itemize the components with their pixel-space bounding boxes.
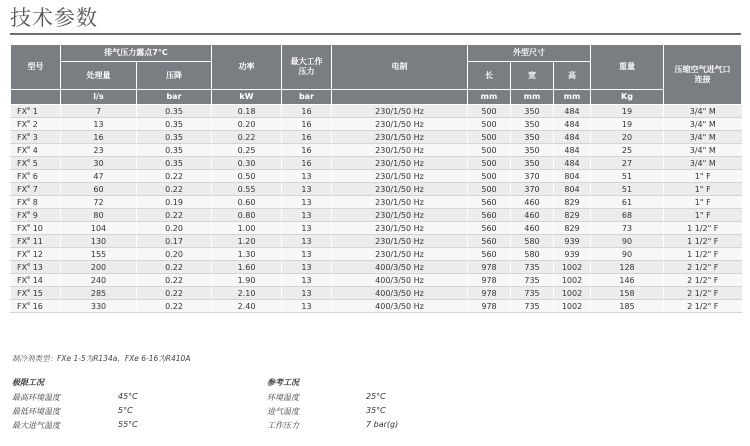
table-row: [11, 183, 742, 196]
model-superscript: e: [27, 157, 31, 164]
reference-value: 7 bar(g): [366, 420, 399, 429]
model-cell: [11, 248, 61, 261]
power-cell: 0.20: [212, 118, 282, 131]
header-flow: 处理量: [61, 62, 137, 90]
electrical-cell: 230/1/50 Hz: [332, 144, 468, 157]
flow-cell: 80: [61, 209, 137, 222]
flow-cell: 200: [61, 261, 137, 274]
power-cell: 1.90: [212, 274, 282, 287]
max-pressure-cell: 13: [282, 222, 332, 235]
max-pressure-cell: 16: [282, 131, 332, 144]
connection-cell: 1 1/2" F: [664, 248, 742, 261]
pressure-drop-cell: 0.35: [137, 131, 212, 144]
model-cell: [11, 157, 61, 170]
power-cell: 1.60: [212, 261, 282, 274]
max-pressure-cell: 16: [282, 157, 332, 170]
table-row: [11, 170, 742, 183]
length-cell: 500: [468, 170, 511, 183]
model-prefix: FX: [17, 262, 28, 272]
flow-cell: 47: [61, 170, 137, 183]
unit-model-blank: [11, 90, 61, 105]
length-cell: 978: [468, 261, 511, 274]
model-number: 10: [32, 223, 43, 233]
power-cell: 2.10: [212, 287, 282, 300]
electrical-cell: 230/1/50 Hz: [332, 235, 468, 248]
weight-cell: 19: [591, 118, 664, 131]
model-prefix: FX: [17, 223, 28, 233]
table-row: [11, 131, 742, 144]
model-number: 14: [32, 275, 43, 285]
length-cell: 500: [468, 105, 511, 118]
flow-cell: 240: [61, 274, 137, 287]
title-divider: [10, 33, 741, 35]
model-prefix: FX: [17, 184, 28, 194]
connection-cell: 1 1/2" F: [664, 222, 742, 235]
model-cell: [11, 144, 61, 157]
header-pressure-drop: 压降: [137, 62, 212, 90]
height-cell: 939: [554, 235, 591, 248]
model-superscript: e: [27, 248, 31, 255]
model-number: 5: [32, 158, 38, 168]
height-cell: 1002: [554, 287, 591, 300]
pressure-drop-cell: 0.22: [137, 300, 212, 313]
electrical-cell: 400/3/50 Hz: [332, 261, 468, 274]
table-row: [11, 287, 742, 300]
table-row: [11, 235, 742, 248]
model-prefix: FX: [17, 249, 28, 259]
flow-cell: 16: [61, 131, 137, 144]
width-cell: 580: [511, 235, 554, 248]
width-cell: 460: [511, 222, 554, 235]
model-number: 9: [32, 210, 38, 220]
width-cell: 735: [511, 287, 554, 300]
model-number: 3: [32, 132, 38, 142]
reference-label: 环境温度: [267, 393, 299, 402]
weight-cell: 90: [591, 248, 664, 261]
header-length: 长: [468, 62, 511, 90]
flow-cell: 285: [61, 287, 137, 300]
max-pressure-cell: 16: [282, 118, 332, 131]
length-cell: 560: [468, 222, 511, 235]
model-number: 4: [32, 145, 38, 155]
flow-cell: 104: [61, 222, 137, 235]
limit-label: 最低环境温度: [12, 407, 60, 416]
connection-cell: 3/4" M: [664, 157, 742, 170]
model-superscript: e: [27, 196, 31, 203]
electrical-cell: 230/1/50 Hz: [332, 196, 468, 209]
width-cell: 460: [511, 209, 554, 222]
model-superscript: e: [27, 274, 31, 281]
reference-value: 35°C: [366, 406, 386, 415]
connection-cell: 1" F: [664, 196, 742, 209]
width-cell: 580: [511, 248, 554, 261]
table-row: [11, 105, 742, 118]
connection-cell: 3/4" M: [664, 144, 742, 157]
connection-cell: 3/4" M: [664, 105, 742, 118]
connection-cell: 1" F: [664, 183, 742, 196]
flow-cell: 7: [61, 105, 137, 118]
model-cell: [11, 183, 61, 196]
weight-cell: 51: [591, 183, 664, 196]
limit-value: 5°C: [118, 406, 133, 415]
model-number: 12: [32, 249, 43, 259]
width-cell: 350: [511, 144, 554, 157]
flow-cell: 155: [61, 248, 137, 261]
model-prefix: FX: [17, 275, 28, 285]
reference-value: 25°C: [366, 392, 386, 401]
pressure-drop-cell: 0.20: [137, 222, 212, 235]
height-cell: 1002: [554, 261, 591, 274]
pressure-drop-cell: 0.22: [137, 183, 212, 196]
table-row: [11, 144, 742, 157]
max-pressure-cell: 13: [282, 300, 332, 313]
unit-length: mm: [468, 90, 511, 105]
length-cell: 560: [468, 235, 511, 248]
weight-cell: 51: [591, 170, 664, 183]
height-cell: 484: [554, 157, 591, 170]
model-superscript: e: [27, 170, 31, 177]
model-cell: [11, 209, 61, 222]
model-cell: [11, 222, 61, 235]
pressure-drop-cell: 0.35: [137, 157, 212, 170]
header-electrical: 电制: [332, 45, 468, 90]
unit-width: mm: [511, 90, 554, 105]
table-row: [11, 222, 742, 235]
length-cell: 560: [468, 196, 511, 209]
unit-weight: Kg: [591, 90, 664, 105]
power-cell: 0.25: [212, 144, 282, 157]
model-number: 13: [32, 262, 43, 272]
height-cell: 484: [554, 144, 591, 157]
model-prefix: FX: [17, 171, 28, 181]
power-cell: 0.30: [212, 157, 282, 170]
height-cell: 829: [554, 222, 591, 235]
pressure-drop-cell: 0.20: [137, 248, 212, 261]
refrigerant-note: 制冷剂类型：FXe 1-5为R134a，FXe 6-16为R410A: [12, 354, 191, 363]
height-cell: 939: [554, 248, 591, 261]
table-row: [11, 196, 742, 209]
weight-cell: 27: [591, 157, 664, 170]
table-row: [11, 118, 742, 131]
weight-cell: 146: [591, 274, 664, 287]
width-cell: 350: [511, 157, 554, 170]
model-prefix: FX: [17, 197, 28, 207]
height-cell: 1002: [554, 274, 591, 287]
max-pressure-cell: 13: [282, 274, 332, 287]
model-cell: [11, 105, 61, 118]
limit-label: 最大进气温度: [12, 421, 60, 430]
electrical-cell: 230/1/50 Hz: [332, 118, 468, 131]
weight-cell: 128: [591, 261, 664, 274]
width-cell: 735: [511, 274, 554, 287]
height-cell: 484: [554, 118, 591, 131]
weight-cell: 61: [591, 196, 664, 209]
model-cell: [11, 300, 61, 313]
height-cell: 804: [554, 183, 591, 196]
electrical-cell: 230/1/50 Hz: [332, 209, 468, 222]
weight-cell: 185: [591, 300, 664, 313]
width-cell: 735: [511, 300, 554, 313]
model-prefix: FX: [17, 236, 28, 246]
limit-label: 最高环境温度: [12, 393, 60, 402]
connection-cell: 3/4" M: [664, 118, 742, 131]
power-cell: 1.00: [212, 222, 282, 235]
header-width: 宽: [511, 62, 554, 90]
model-prefix: FX: [17, 210, 28, 220]
power-cell: 1.30: [212, 248, 282, 261]
model-superscript: e: [27, 131, 31, 138]
width-cell: 350: [511, 118, 554, 131]
length-cell: 500: [468, 144, 511, 157]
model-prefix: FX: [17, 119, 28, 129]
flow-cell: 30: [61, 157, 137, 170]
flow-cell: 23: [61, 144, 137, 157]
model-number: 8: [32, 197, 38, 207]
pressure-drop-cell: 0.19: [137, 196, 212, 209]
electrical-cell: 230/1/50 Hz: [332, 248, 468, 261]
height-cell: 484: [554, 105, 591, 118]
pressure-drop-cell: 0.22: [137, 261, 212, 274]
model-cell: [11, 170, 61, 183]
flow-cell: 60: [61, 183, 137, 196]
unit-power: kW: [212, 90, 282, 105]
model-cell: [11, 131, 61, 144]
length-cell: 500: [468, 118, 511, 131]
pressure-drop-cell: 0.35: [137, 118, 212, 131]
max-pressure-cell: 13: [282, 287, 332, 300]
electrical-cell: 230/1/50 Hz: [332, 105, 468, 118]
weight-cell: 73: [591, 222, 664, 235]
model-prefix: FX: [17, 158, 28, 168]
reference-conditions-title: 参考工况: [267, 378, 299, 387]
width-cell: 370: [511, 183, 554, 196]
table-row: [11, 261, 742, 274]
model-cell: [11, 196, 61, 209]
max-pressure-cell: 13: [282, 235, 332, 248]
height-cell: 804: [554, 170, 591, 183]
model-superscript: e: [27, 105, 31, 112]
height-cell: 829: [554, 196, 591, 209]
flow-cell: 72: [61, 196, 137, 209]
electrical-cell: 230/1/50 Hz: [332, 131, 468, 144]
electrical-cell: 230/1/50 Hz: [332, 183, 468, 196]
length-cell: 978: [468, 300, 511, 313]
weight-cell: 25: [591, 144, 664, 157]
connection-cell: 2 1/2" F: [664, 300, 742, 313]
length-cell: 978: [468, 274, 511, 287]
weight-cell: 158: [591, 287, 664, 300]
unit-flow: l/s: [61, 90, 137, 105]
table-row: [11, 157, 742, 170]
model-cell: [11, 235, 61, 248]
header-height: 高: [554, 62, 591, 90]
unit-electrical-blank: [332, 90, 468, 105]
pressure-drop-cell: 0.22: [137, 287, 212, 300]
model-cell: [11, 287, 61, 300]
max-pressure-cell: 13: [282, 183, 332, 196]
model-number: 1: [32, 106, 38, 116]
pressure-drop-cell: 0.22: [137, 274, 212, 287]
weight-cell: 68: [591, 209, 664, 222]
table-row: [11, 209, 742, 222]
table-row: [11, 248, 742, 261]
pressure-drop-cell: 0.22: [137, 209, 212, 222]
power-cell: 0.18: [212, 105, 282, 118]
electrical-cell: 230/1/50 Hz: [332, 222, 468, 235]
max-pressure-cell: 13: [282, 261, 332, 274]
table-row: [11, 274, 742, 287]
length-cell: 978: [468, 287, 511, 300]
model-superscript: e: [27, 287, 31, 294]
model-number: 6: [32, 171, 38, 181]
model-superscript: e: [27, 183, 31, 190]
model-superscript: e: [27, 235, 31, 242]
table-row: [11, 300, 742, 313]
model-prefix: FX: [17, 301, 28, 311]
power-cell: 1.20: [212, 235, 282, 248]
model-prefix: FX: [17, 106, 28, 116]
model-prefix: FX: [17, 132, 28, 142]
max-pressure-cell: 13: [282, 209, 332, 222]
model-superscript: e: [27, 300, 31, 307]
page-title: 技术参数: [10, 6, 98, 30]
flow-cell: 330: [61, 300, 137, 313]
width-cell: 350: [511, 131, 554, 144]
reference-label: 工作压力: [267, 421, 299, 430]
length-cell: 500: [468, 131, 511, 144]
model-number: 7: [32, 184, 38, 194]
model-superscript: e: [27, 118, 31, 125]
power-cell: 0.55: [212, 183, 282, 196]
unit-pressure-drop: bar: [137, 90, 212, 105]
power-cell: 2.40: [212, 300, 282, 313]
spec-table-body: [11, 105, 742, 313]
weight-cell: 90: [591, 235, 664, 248]
model-cell: [11, 118, 61, 131]
length-cell: 560: [468, 209, 511, 222]
electrical-cell: 400/3/50 Hz: [332, 274, 468, 287]
electrical-cell: 230/1/50 Hz: [332, 170, 468, 183]
flow-cell: 130: [61, 235, 137, 248]
pressure-drop-cell: 0.35: [137, 144, 212, 157]
model-number: 2: [32, 119, 38, 129]
max-pressure-cell: 13: [282, 170, 332, 183]
height-cell: 484: [554, 131, 591, 144]
model-superscript: e: [27, 261, 31, 268]
model-prefix: FX: [17, 288, 28, 298]
header-model: 型号: [11, 45, 61, 90]
model-prefix: FX: [17, 145, 28, 155]
connection-cell: 1" F: [664, 209, 742, 222]
model-superscript: e: [27, 144, 31, 151]
connection-cell: 2 1/2" F: [664, 287, 742, 300]
length-cell: 560: [468, 248, 511, 261]
model-superscript: e: [27, 209, 31, 216]
model-number: 16: [32, 301, 43, 311]
max-pressure-cell: 16: [282, 105, 332, 118]
header-connection: 压缩空气进气口连接: [664, 45, 742, 105]
reference-label: 进气温度: [267, 407, 299, 416]
model-cell: [11, 274, 61, 287]
weight-cell: 19: [591, 105, 664, 118]
pressure-drop-cell: 0.35: [137, 105, 212, 118]
connection-cell: 2 1/2" F: [664, 261, 742, 274]
header-max-pressure: 最大工作压力: [282, 45, 332, 90]
power-cell: 0.80: [212, 209, 282, 222]
electrical-cell: 230/1/50 Hz: [332, 157, 468, 170]
power-cell: 0.50: [212, 170, 282, 183]
spec-table: [10, 44, 742, 313]
header-weight: 重量: [591, 45, 664, 90]
weight-cell: 20: [591, 131, 664, 144]
unit-height: mm: [554, 90, 591, 105]
header-dimensions-group: 外型尺寸: [468, 45, 591, 62]
height-cell: 829: [554, 209, 591, 222]
limit-value: 55°C: [118, 420, 138, 429]
model-number: 15: [32, 288, 43, 298]
max-pressure-cell: 16: [282, 144, 332, 157]
header-power: 功率: [212, 45, 282, 90]
model-superscript: e: [27, 222, 31, 229]
model-number: 11: [32, 236, 43, 246]
limit-conditions-title: 极限工况: [12, 378, 44, 387]
max-pressure-cell: 13: [282, 196, 332, 209]
connection-cell: 1 1/2" F: [664, 235, 742, 248]
connection-cell: 1" F: [664, 170, 742, 183]
pressure-drop-cell: 0.17: [137, 235, 212, 248]
connection-cell: 3/4" M: [664, 131, 742, 144]
unit-max-pressure: bar: [282, 90, 332, 105]
width-cell: 735: [511, 261, 554, 274]
width-cell: 460: [511, 196, 554, 209]
flow-cell: 13: [61, 118, 137, 131]
model-cell: [11, 261, 61, 274]
length-cell: 500: [468, 157, 511, 170]
power-cell: 0.60: [212, 196, 282, 209]
height-cell: 1002: [554, 300, 591, 313]
width-cell: 370: [511, 170, 554, 183]
power-cell: 0.22: [212, 131, 282, 144]
pressure-drop-cell: 0.22: [137, 170, 212, 183]
limit-value: 45°C: [118, 392, 138, 401]
max-pressure-cell: 13: [282, 248, 332, 261]
electrical-cell: 400/3/50 Hz: [332, 287, 468, 300]
connection-cell: 2 1/2" F: [664, 274, 742, 287]
electrical-cell: 400/3/50 Hz: [332, 300, 468, 313]
length-cell: 500: [468, 183, 511, 196]
width-cell: 350: [511, 105, 554, 118]
header-dewpoint-group: 排气压力露点7°C: [61, 45, 212, 62]
